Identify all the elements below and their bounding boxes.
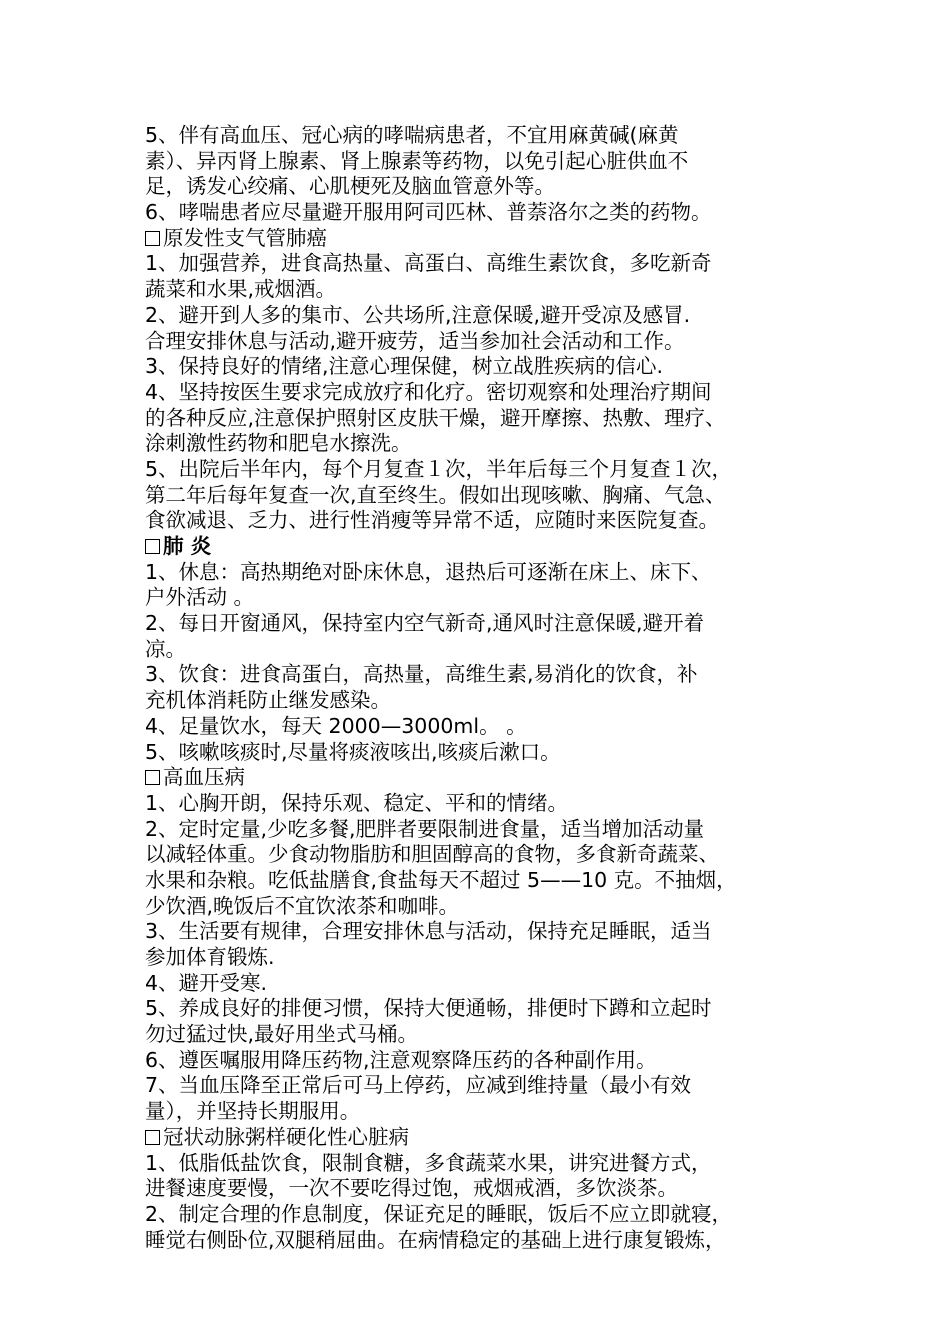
- paragraph-line: 3、保持良好的情绪,注意心理保健，树立战胜疾病的信心.: [145, 354, 664, 379]
- paragraph-line: 5、养成良好的排便习惯，保持大便通畅，排便时下蹲和立起时: [145, 996, 712, 1021]
- paragraph-line: 4、坚持按医生要求完成放疗和化疗。密切观察和处理治疗期间: [145, 379, 712, 404]
- paragraph-line: 5、出院后半年内，每个月复查１次，半年后每三个月复查１次，: [145, 456, 733, 481]
- paragraph-line: 5、伴有高血压、冠心病的哮喘病患者，不宜用麻黄碱(麻黄: [145, 123, 679, 147]
- paragraph-line: 食欲减退、乏力、进行性消瘦等异常不适，应随时来医院复查。: [145, 508, 719, 533]
- paragraph-line: 进餐速度要慢，一次不要吃得过饱，戒烟戒酒，多饮淡茶。: [145, 1176, 678, 1201]
- paragraph-line: 4、足量饮水，每天 2000—3000ml。 。: [145, 713, 527, 738]
- checkbox-square-icon: [145, 1130, 160, 1145]
- paragraph-line: 6、遵医嘱服用降压药物,注意观察降压药的各种副作用。: [145, 1047, 657, 1072]
- section-heading: [145, 1125, 820, 1151]
- section-heading-text: 高血压病: [163, 765, 245, 790]
- paragraph-line: 凉。: [145, 636, 186, 661]
- section-heading: [145, 226, 820, 252]
- section-heading-text: 原发性支气管肺癌: [163, 225, 327, 250]
- paragraph-line: 充机体消耗防止继发感染。: [145, 688, 391, 713]
- paragraph-line: 5、咳嗽咳痰时,尽量将痰液咳出,咳痰后漱口。: [145, 739, 561, 764]
- paragraph-line: 的各种反应,注意保护照射区皮肤干燥，避开摩擦、热敷、理疗、: [145, 405, 726, 430]
- checkbox-square-icon: [145, 231, 160, 246]
- paragraph-line: 4、避开受寒.: [145, 970, 268, 995]
- section-lung-cancer: [145, 226, 820, 534]
- paragraph-line: 1、低脂低盐饮食，限制食糖，多食蔬菜水果，讲究进餐方式，: [145, 1150, 712, 1175]
- checkbox-square-icon: [145, 539, 160, 554]
- checkbox-square-icon: [145, 770, 160, 785]
- paragraph-line: 合理安排休息与活动,避开疲劳，适当参加社会活动和工作。: [145, 328, 685, 353]
- paragraph-line: 6、哮喘患者应尽量避开服用阿司匹林、普萘洛尔之类的药物。: [145, 200, 712, 225]
- paragraph-line: 素）、异丙肾上腺素、肾上腺素等药物，以免引起心脏供血不: [145, 148, 689, 173]
- paragraph-line: 少饮酒,晚饭后不宜饮浓茶和咖啡。: [145, 893, 460, 918]
- paragraph-line: 2、制定合理的作息制度，保证充足的睡眠，饭后不应立即就寝，: [145, 1201, 733, 1226]
- paragraph-line: 足，诱发心绞痛、心肌梗死及脑血管意外等。: [145, 174, 555, 199]
- paragraph-line: 户外活动 。: [145, 585, 255, 610]
- paragraph-line: 1、休息：高热期绝对卧床休息，退热后可逐渐在床上、床下、: [145, 559, 712, 584]
- paragraph-line: 3、饮食：进食高蛋白，高热量，高维生素,易消化的饮食，补: [145, 662, 698, 687]
- paragraph-line: 睡觉右侧卧位,双腿稍屈曲。在病情稳定的基础上进行康复锻炼，: [145, 1227, 726, 1252]
- paragraph-line: 涂刺激性药物和肥皂水擦洗。: [145, 431, 412, 456]
- paragraph-line: 参加体育锻炼.: [145, 945, 275, 969]
- section-heading-text: 冠状动脉粥样硬化性心脏病: [163, 1124, 409, 1149]
- document-body: [145, 123, 820, 1253]
- section-pneumonia: [145, 534, 820, 765]
- section-heading-text: 肺 炎: [163, 534, 212, 558]
- paragraph-line: 1、心胸开朗，保持乐观、稳定、平和的情绪。: [145, 790, 569, 815]
- section-asthma-continued: [145, 123, 820, 226]
- paragraph-line: 2、每日开窗通风，保持室内空气新奇,通风时注意保暖,避开着: [145, 611, 705, 636]
- paragraph-line: 勿过猛过快,最好用坐式马桶。: [145, 1022, 419, 1047]
- section-hypertension: [145, 765, 820, 1125]
- paragraph-line: 量），并坚持长期服用。: [145, 1099, 361, 1124]
- paragraph-line: 蔬菜和水果,戒烟酒。: [145, 277, 337, 302]
- paragraph-line: 水果和杂粮。吃低盐膳食,食盐每天不超过 5——10 克。不抽烟，: [145, 867, 737, 892]
- paragraph-line: 2、定时定量,少吃多餐,肥胖者要限制进食量，适当增加活动量: [145, 816, 705, 841]
- section-coronary-heart-disease: [145, 1125, 820, 1253]
- paragraph-line: 2、避开到人多的集市、公共场所,注意保暖,避开受凉及感冒.: [145, 302, 691, 327]
- paragraph-line: 1、加强营养，进食高热量、高蛋白、高维生素饮食，多吃新奇: [145, 251, 712, 276]
- section-heading: [145, 765, 820, 791]
- section-heading: [145, 534, 820, 560]
- paragraph-line: 7、当血压降至正常后可马上停药，应减到维持量（最小有效: [145, 1073, 692, 1098]
- paragraph-line: 3、生活要有规律，合理安排休息与活动，保持充足睡眠，适当: [145, 919, 712, 944]
- paragraph-line: 第二年后每年复查一次,直至终生。假如出现咳嗽、胸痛、气急、: [145, 482, 726, 507]
- paragraph-line: 以减轻体重。少食动物脂肪和胆固醇高的食物，多食新奇蔬菜、: [145, 842, 719, 867]
